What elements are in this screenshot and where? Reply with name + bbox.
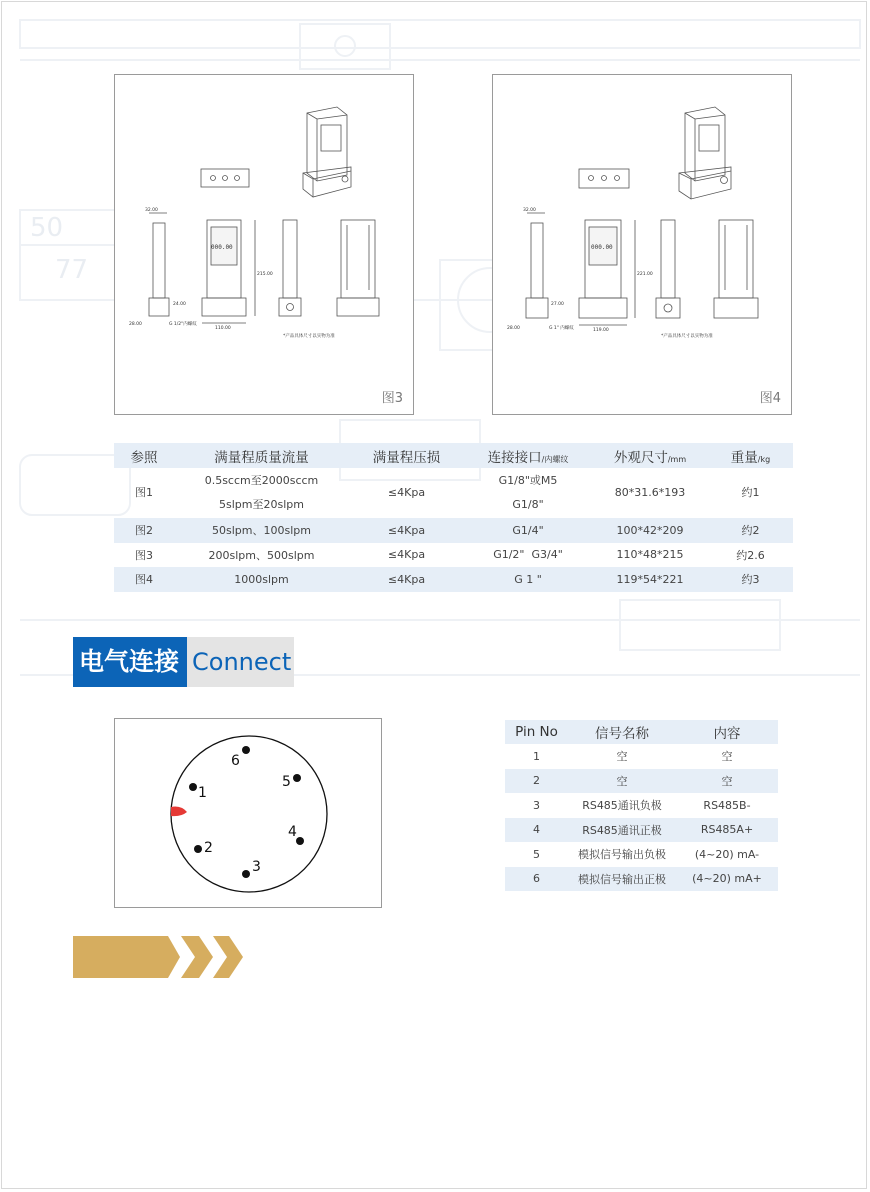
connector-drawing: [115, 719, 383, 909]
cell-content: (4~20) mA-: [694, 847, 760, 861]
connector-diagram: [114, 718, 382, 908]
fig3-dim-offset: 28.00: [129, 322, 142, 327]
fig3-port-label: G 1/2"内螺纹: [169, 322, 197, 327]
col-flow: 满量程质量流量: [174, 443, 349, 468]
cell-size: 110*48*215: [616, 548, 684, 562]
section-title-en: Connect: [187, 637, 294, 687]
pin-table-header: [505, 720, 778, 744]
col-size-label: 外观尺寸: [613, 449, 668, 466]
pin-6-dot: [242, 746, 250, 754]
figure-caption: 图4: [759, 391, 781, 406]
col-port-unit: /内螺纹: [541, 454, 569, 464]
fig4-dim-depth: 27.00: [551, 302, 564, 307]
cell-pin: 6: [505, 867, 568, 892]
cell-ref: 图3: [135, 548, 153, 562]
cell-signal: 空: [568, 769, 676, 794]
cell-ref: 图1: [135, 486, 153, 499]
fig4-dim-base: 119.00: [593, 328, 609, 333]
cell-pin: 2: [505, 769, 568, 794]
cell-flow-line1: 0.5sccm至2000sccm: [204, 474, 319, 487]
cell-port: [464, 468, 592, 518]
cell-weight: 约1: [741, 486, 760, 499]
cell-weight: 约2.6: [736, 548, 765, 562]
pin-4-label: 4: [288, 824, 297, 840]
table-row: [505, 793, 778, 818]
figure-3-box: [114, 74, 414, 415]
cell-port-line2: G1/8": [512, 498, 544, 511]
figure-4-box: [492, 74, 792, 415]
col-pressure: 满量程压损: [349, 443, 464, 468]
fig4-screen-value: 000.00: [591, 244, 613, 251]
cell-port-line1: G1/8"或M5: [498, 474, 558, 487]
col-size-unit: /mm: [667, 454, 687, 464]
pin-3-label: 3: [252, 859, 261, 875]
section-title-zh: 电气连接: [73, 637, 187, 687]
connector-key-mark: [171, 807, 187, 817]
spec-table: [114, 443, 793, 592]
figure-caption: 图3: [381, 391, 403, 406]
cell-flow: [174, 468, 349, 518]
cell-port: G 1 ": [464, 567, 592, 592]
pin-4-dot: [296, 837, 304, 845]
fig3-dim-width: 32.00: [145, 208, 158, 213]
cell-content: (4~20) mA+: [676, 867, 778, 892]
cell-signal: RS485通讯负极: [582, 799, 662, 813]
pin-6-label: 6: [231, 753, 240, 769]
cell-size: 100*42*209: [592, 518, 708, 543]
table-row: [505, 842, 778, 867]
figure-4-drawing: [493, 75, 793, 416]
table-row: [114, 468, 793, 518]
cell-port: G1/4": [464, 518, 592, 543]
table-row: [505, 818, 778, 843]
cell-flow: 50slpm、100slpm: [174, 518, 349, 543]
pin-1-label: 1: [198, 785, 207, 801]
cell-content: RS485A+: [676, 818, 778, 843]
section-heading: [73, 637, 294, 687]
cell-pressure: ≤4Kpa: [387, 486, 426, 499]
cell-port: G1/2" G3/4": [493, 548, 563, 562]
fig4-note: *产品具体尺寸以实物为准: [661, 334, 713, 339]
cell-content: 空: [676, 769, 778, 794]
fig3-dim-depth: 24.00: [173, 302, 186, 307]
fig4-dim-offset: 28.00: [507, 326, 520, 331]
pin-2-label: 2: [204, 840, 213, 856]
table-row: [114, 543, 793, 568]
fig3-dim-base: 110.00: [215, 326, 231, 331]
arrow-bar-icon: [73, 936, 180, 978]
col-pin: Pin No: [505, 720, 568, 744]
table-row: [505, 744, 778, 769]
cell-flow-line2: 5slpm至20slpm: [219, 498, 304, 511]
fig4-dim-width: 32.00: [523, 208, 536, 213]
table-row: [505, 867, 778, 892]
cell-flow: 200slpm、500slpm: [208, 548, 315, 562]
table-row: [505, 769, 778, 794]
figure-3-drawing: [115, 75, 415, 416]
cell-pin: 1: [533, 749, 540, 763]
pin-2-dot: [194, 845, 202, 853]
svg-text:77: 77: [55, 255, 89, 285]
pin-5-dot: [293, 774, 301, 782]
connector-outline: [171, 736, 327, 892]
table-row: [114, 518, 793, 543]
cell-content: RS485B-: [703, 798, 751, 812]
cell-flow: 1000slpm: [174, 567, 349, 592]
spec-table-header: [114, 443, 793, 468]
col-weight-unit: /kg: [757, 454, 771, 464]
chevron-right-icon: [181, 936, 213, 978]
pin-table: [505, 720, 778, 891]
cell-signal: 模拟信号输出负极: [578, 848, 666, 862]
cell-ref: 图4: [114, 567, 174, 592]
table-row: [114, 567, 793, 592]
cell-pressure: ≤4Kpa: [349, 518, 464, 543]
pin-1-dot: [189, 783, 197, 791]
cell-pressure: ≤4Kpa: [349, 567, 464, 592]
fig4-dim-height: 221.00: [637, 272, 653, 277]
cell-signal: 模拟信号输出正极: [568, 867, 676, 892]
fig3-note: *产品具体尺寸以实物为准: [283, 334, 335, 339]
col-weight: [708, 443, 793, 468]
cell-ref: 图2: [114, 518, 174, 543]
fig3-dim-height: 215.00: [257, 272, 273, 277]
col-size: [592, 443, 708, 468]
cell-content: 空: [721, 750, 733, 764]
cell-weight: 约3: [708, 567, 793, 592]
fig3-screen-value: 000.00: [211, 244, 233, 251]
cell-pin: 5: [533, 847, 540, 861]
chevron-arrows-decoration: [73, 936, 248, 978]
chevron-right-icon: [213, 936, 243, 978]
pin-5-label: 5: [282, 774, 291, 790]
col-content: 内容: [676, 720, 778, 744]
cell-pin: 3: [533, 798, 540, 812]
cell-size: 80*31.6*193: [614, 486, 686, 499]
col-port: [464, 443, 592, 468]
col-ref: 参照: [114, 443, 174, 468]
col-weight-label: 重量: [730, 449, 758, 466]
fig4-port-label: G 1" 内螺纹: [549, 326, 574, 331]
cell-signal: RS485通讯正极: [568, 818, 676, 843]
cell-weight: 约2: [708, 518, 793, 543]
col-signal: 信号名称: [568, 720, 676, 744]
cell-pin: 4: [505, 818, 568, 843]
cell-pressure: ≤4Kpa: [387, 548, 426, 562]
col-port-label: 连接接口: [487, 449, 542, 466]
cell-size: 119*54*221: [592, 567, 708, 592]
pin-3-dot: [242, 870, 250, 878]
svg-text:50: 50: [30, 213, 64, 243]
cell-signal: 空: [616, 750, 628, 764]
